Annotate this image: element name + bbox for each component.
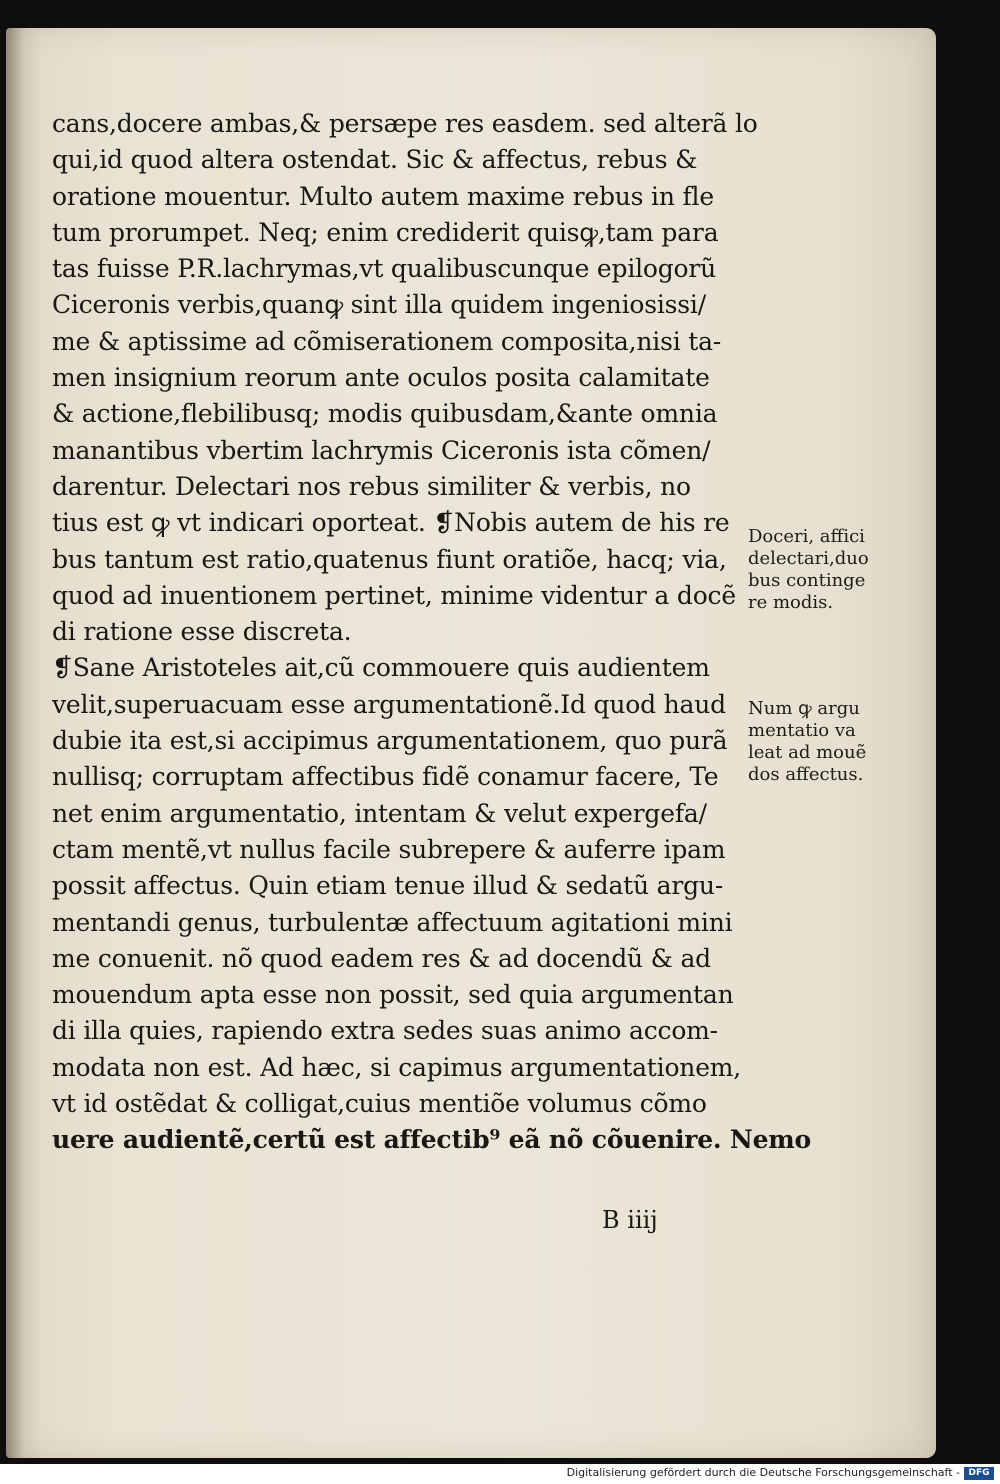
text-line: me conuenit. nõ quod eadem res & ad docendũ & ad bbox=[52, 943, 711, 973]
text-line: di ratione esse discreta. bbox=[52, 617, 352, 647]
text-line: net enim argumentatio, intentam & velut expergefa/ bbox=[52, 798, 707, 828]
text-line: di illa quies, rapiendo extra sedes suas animo accom- bbox=[52, 1016, 718, 1046]
text-line: tas fuisse P.R.lachrymas,vt qualibuscunque epilogorũ bbox=[52, 254, 717, 284]
text-line: darentur. Delectari nos rebus similiter & verbis, no bbox=[52, 471, 691, 501]
text-line: tum prorumpet. Neq; enim crediderit quisꝙ,tam para bbox=[52, 217, 719, 247]
text-line: men insignium reorum ante oculos posita calamitate bbox=[52, 363, 710, 393]
text-line: ❡Sane Aristoteles ait,cũ commouere quis audientem bbox=[52, 653, 710, 683]
margin-note-line: dos affectus. bbox=[748, 764, 864, 785]
text-line: cans,docere ambas,& persæpe res easdem. sed alterã lo bbox=[52, 109, 758, 138]
margin-note-line: bus continge bbox=[748, 570, 866, 591]
signature-mark: B iiij bbox=[602, 1206, 658, 1234]
text-line: ctam mentẽ,vt nullus facile subrepere & auferre ipam bbox=[52, 834, 726, 864]
margin-note-2 bbox=[748, 698, 866, 786]
text-line: mentandi genus, turbulentæ affectuum agitationi mini bbox=[52, 907, 733, 937]
funding-notice: Digitalisierung gefördert durch die Deutsche Forschungsgemeinschaft - bbox=[566, 1466, 960, 1479]
margin-note-line: Doceri, affici bbox=[748, 526, 865, 547]
text-line: vt id ostẽdat & colligat,cuius mentiõe volumus cõmo bbox=[52, 1089, 707, 1119]
text-line: mouendum apta esse non possit, sed quia argumentan bbox=[52, 980, 734, 1010]
text-line: tius est ꝙ vt indicari oporteat. ❡Nobis autem de his re bbox=[52, 508, 730, 538]
text-line: modata non est. Ad hæc, si capimus argumentationem, bbox=[52, 1052, 742, 1082]
text-line: Ciceronis verbis,quanꝙ sint illa quidem ingeniosissi/ bbox=[52, 290, 706, 320]
text-line: bus tantum est ratio,quatenus fiunt oratiõe, hacq; via, bbox=[52, 544, 727, 574]
text-line: nullisq; corruptam affectibus fidẽ conamur facere, Te bbox=[52, 762, 719, 792]
margin-note-line: delectari,duo bbox=[748, 548, 869, 569]
text-line: velit,superuacuam esse argumentationẽ.Id quod haud bbox=[52, 689, 726, 719]
margin-note-line: leat ad mouẽ bbox=[748, 742, 867, 763]
text-line: manantibus vbertim lachrymis Ciceronis ista cõmen/ bbox=[52, 435, 711, 465]
text-line: uere audientẽ,certũ est affectib⁹ eã nõ cõuenire. Nemo bbox=[52, 1125, 812, 1155]
footer-bar bbox=[0, 1464, 1000, 1484]
text-line: possit affectus. Quin etiam tenue illud & sedatũ argu- bbox=[52, 871, 724, 901]
margin-note-line: mentatio va bbox=[748, 720, 856, 741]
dfg-logo[interactable]: DFG bbox=[964, 1467, 994, 1480]
text-line: dubie ita est,si accipimus argumentationem, quo purã bbox=[52, 726, 728, 756]
text-line: & actione,flebilibusq; modis quibusdam,&ante omnia bbox=[52, 399, 718, 429]
text-line: qui,id quod altera ostendat. Sic & affectus, rebus & bbox=[52, 145, 698, 175]
text-line: me & aptissime ad cõmiserationem composita,nisi ta- bbox=[52, 326, 722, 356]
text-line: quod ad inuentionem pertinet, minime videntur a docẽ bbox=[52, 580, 736, 610]
text-line: oratione mouentur. Multo autem maxime rebus in fle bbox=[52, 181, 714, 211]
margin-note-line: re modis. bbox=[748, 592, 834, 613]
margin-note-line: Num ꝙ argu bbox=[748, 698, 860, 719]
margin-note-1 bbox=[748, 526, 869, 614]
page-gutter-shadow bbox=[6, 28, 24, 1458]
